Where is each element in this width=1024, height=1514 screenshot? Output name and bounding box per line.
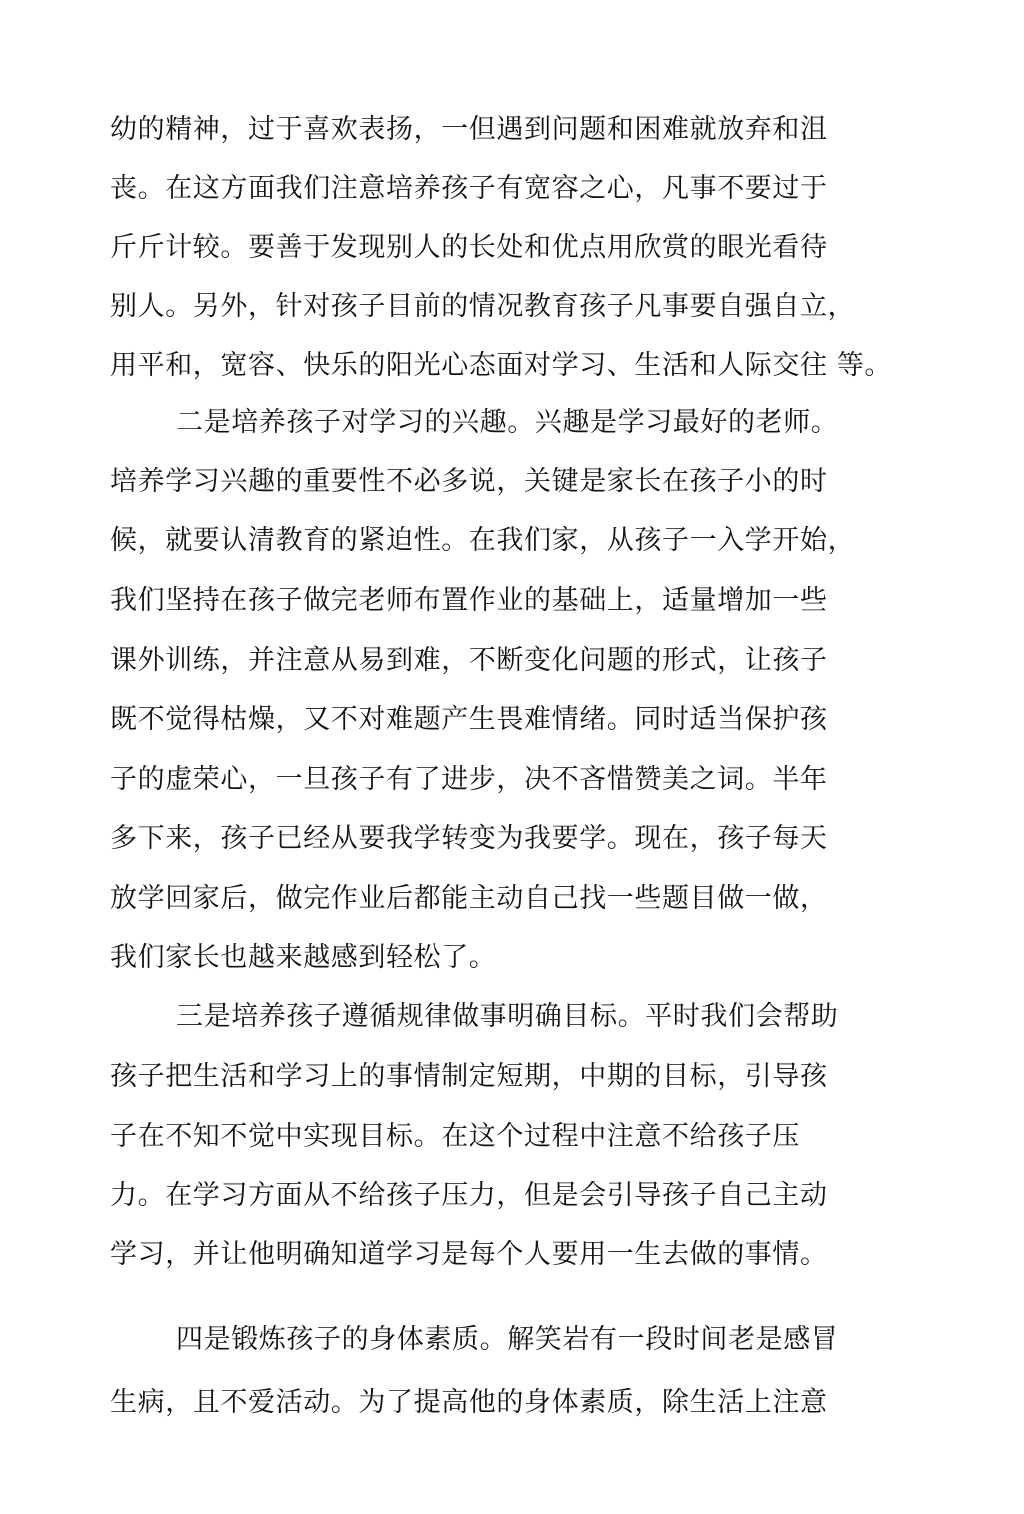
- text-line: 三是培养孩子遵循规律做事明确目标。平时我们会帮助: [176, 1001, 839, 1032]
- text-line: 幼的精神，过于喜欢表扬，一但遇到问题和困难就放弃和沮: [110, 114, 828, 145]
- text-line: 丧。在这方面我们注意培养孩子有宽容之心，凡事不要过于: [110, 173, 828, 204]
- text-line: 我们坚持在孩子做完老师布置作业的基础上，适量增加一些: [110, 585, 828, 616]
- text-line: 四是锻炼孩子的身体素质。解笑岩有一段时间老是感冒: [176, 1324, 839, 1355]
- text-line: 既不觉得枯燥，又不对难题产生畏难情绪。同时适当保护孩: [110, 704, 828, 735]
- text-line: 斤斤计较。要善于发现别人的长处和优点用欣赏的眼光看待: [110, 232, 828, 263]
- text-line: 学习，并让他明确知道学习是每个人要用一生去做的事情。: [110, 1239, 828, 1270]
- text-line: 别人。另外，针对孩子目前的情况教育孩子凡事要自强自立，: [110, 291, 856, 322]
- text-line: 生病，且不爱活动。为了提高他的身体素质，除生活上注意: [110, 1387, 828, 1418]
- text-line: 放学回家后，做完作业后都能主动自己找一些题目做一做，: [110, 883, 828, 914]
- text-line: 候，就要认清教育的紧迫性。在我们家，从孩子一入学开始，: [110, 525, 856, 556]
- text-line: 子的虚荣心，一旦孩子有了进步，决不吝惜赞美之词。半年: [110, 764, 828, 795]
- text-line: 力。在学习方面从不给孩子压力，但是会引导孩子自己主动: [110, 1180, 828, 1211]
- text-line: 课外训练，并注意从易到难，不断变化问题的形式，让孩子: [110, 645, 828, 676]
- text-line: 子在不知不觉中实现目标。在这个过程中注意不给孩子压: [110, 1121, 800, 1152]
- text-line: 培养学习兴趣的重要性不必多说，关键是家长在孩子小的时: [110, 466, 828, 497]
- text-line: 用平和，宽容、快乐的阳光心态面对学习、生活和人际交往 等。: [110, 350, 892, 381]
- text-line: 多下来，孩子已经从要我学转变为我要学。现在，孩子每天: [110, 823, 828, 854]
- text-line: 二是培养孩子对学习的兴趣。兴趣是学习最好的老师。: [176, 407, 839, 438]
- text-line: 我们家长也越来越感到轻松了。: [110, 942, 497, 973]
- text-line: 孩子把生活和学习上的事情制定短期，中期的目标，引导孩: [110, 1061, 828, 1092]
